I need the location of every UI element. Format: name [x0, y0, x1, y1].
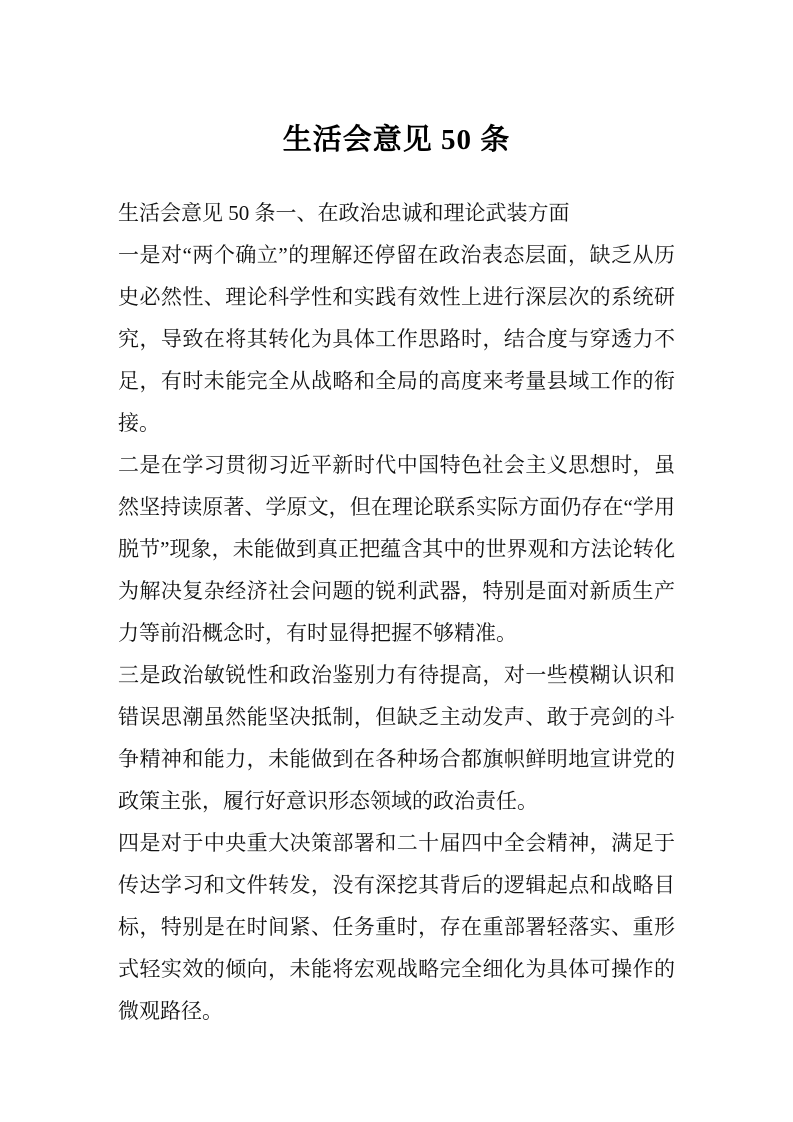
paragraph: 二是在学习贯彻习近平新时代中国特色社会主义思想时，虽然坚持读原著、学原文，但在理论联系实际方面仍存在“学用脱节”现象，未能做到真正把蕴含其中的世界观和方法论转化为解决复杂经济社会问题的锐利武器，特别是面对新质生产力等前沿概念时，有时显得把握不够精准。 [118, 453, 675, 645]
document-body [118, 192, 675, 1032]
paragraph: 生活会意见 50 条一、在政治忠诚和理论武装方面 [118, 201, 570, 225]
paragraph: 三是政治敏锐性和政治鉴别力有待提高，对一些模糊认识和错误思潮虽然能坚决抵制，但缺乏主动发声、敢于亮剑的斗争精神和能力，未能做到在各种场合都旗帜鲜明地宣讲党的政策主张，履行好意识形态领域的政治责任。 [118, 663, 675, 813]
document-title: 生活会意见 50 条 [282, 124, 511, 156]
paragraph: 一是对“两个确立”的理解还停留在政治表态层面，缺乏从历史必然性、理论科学性和实践有效性上进行深层次的系统研究，导致在将其转化为具体工作思路时，结合度与穿透力不足，有时未能完全从战略和全局的高度来考量县域工作的衔接。 [118, 243, 675, 435]
paragraph: 四是对于中央重大决策部署和二十届四中全会精神，满足于传达学习和文件转发，没有深挖其背后的逻辑起点和战略目标，特别是在时间紧、任务重时，存在重部署轻落实、重形式轻实效的倾向，未能将宏观战略完全细化为具体可操作的微观路径。 [118, 831, 675, 1023]
